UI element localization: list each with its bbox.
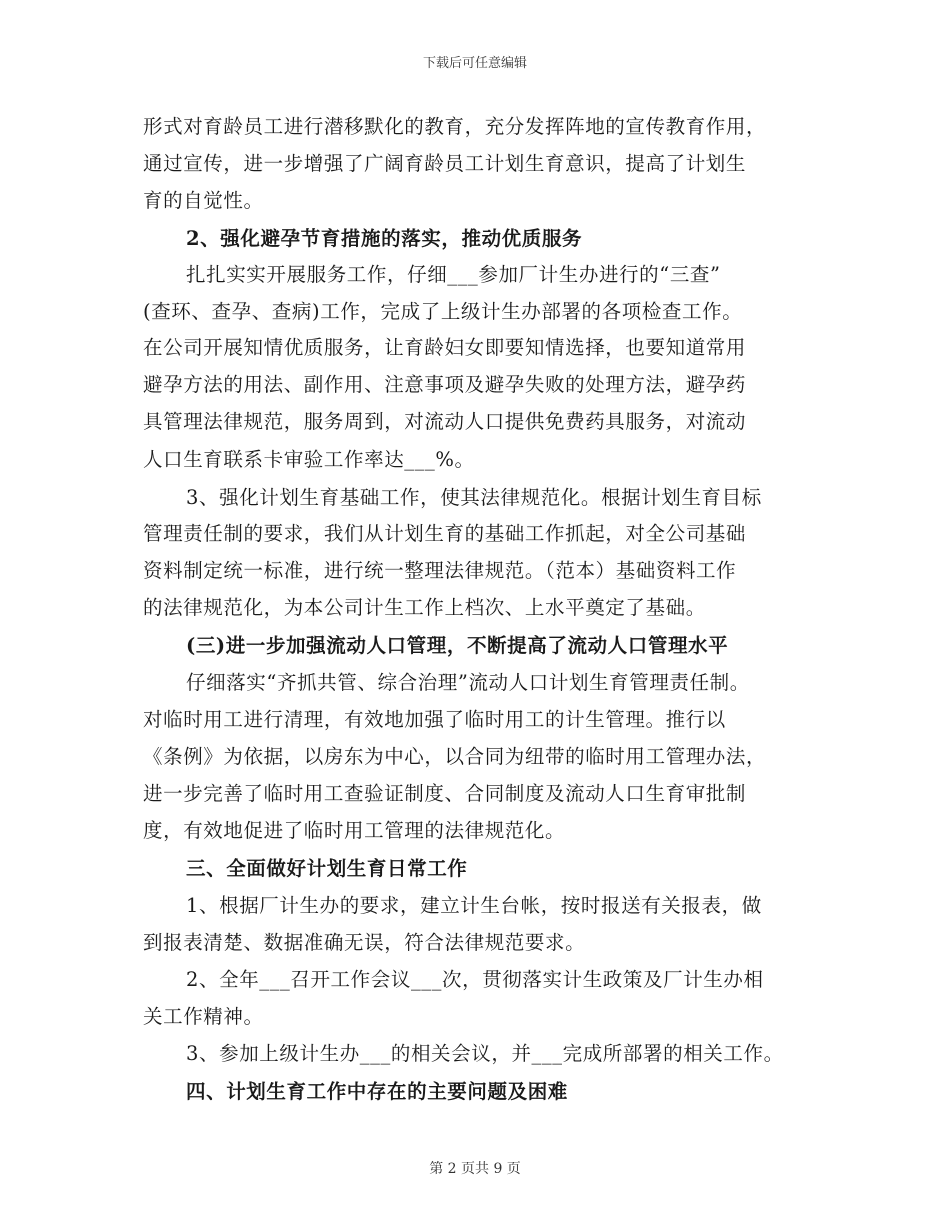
text-line: 仔细落实“齐抓共管、综合治理”流动人口计划生育管理责任制。 [186, 671, 750, 694]
text-line: 育的自觉性。 [143, 189, 264, 212]
text-line: 通过宣传，进一步增强了广阔育龄员工计划生育意识，提高了计划生 [143, 152, 747, 175]
text-line: 《条例》为依据，以房东为中心，以合同为纽带的临时用工管理办法， [143, 745, 767, 768]
text-line: 资料制定统一标准，进行统一整理法律规范。（范本）基础资料工作 [143, 559, 737, 582]
section-heading: (三)进一步加强流动人口管理，不断提高了流动人口管理水平 [186, 634, 729, 657]
section-heading: 2、强化避孕节育措施的落实，推动优质服务 [186, 227, 583, 250]
text-line: 度，有效地促进了临时用工管理的法律规范化。 [143, 819, 566, 842]
text-line: 避孕方法的用法、副作用、注意事项及避孕失败的处理方法，避孕药 [143, 373, 747, 396]
text-line: (查环、查孕、查病)工作，完成了上级计生办部署的各项检查工作。 [143, 300, 743, 323]
text-line: 人口生育联系卡审验工作率达___%。 [143, 448, 475, 471]
page-footer: 第 2 页共 9 页 [429, 1161, 521, 1177]
text-line: 3、参加上级计生办___的相关会议，并___完成所部署的相关工作。 [186, 1042, 784, 1065]
text-line: 的法律规范化，为本公司计生工作上档次、上水平奠定了基础。 [143, 596, 706, 619]
text-line: 进一步完善了临时用工查验证制度、合同制度及流动人口生育审批制 [143, 782, 747, 805]
text-line: 在公司开展知情优质服务，让育龄妇女即要知情选择，也要知道常用 [143, 336, 747, 359]
text-line: 到报表清楚、数据准确无误，符合法律规范要求。 [143, 931, 586, 954]
text-line: 具管理法律规范，服务周到，对流动人口提供免费药具服务，对流动 [143, 410, 747, 433]
text-line: 形式对育龄员工进行潜移默化的教育，充分发挥阵地的宣传教育作用， [143, 115, 767, 138]
text-line: 3、强化计划生育基础工作，使其法律规范化。根据计划生育目标 [186, 486, 762, 509]
section-heading: 四、计划生育工作中存在的主要问题及困难 [186, 1080, 568, 1103]
text-line: 关工作精神。 [143, 1005, 264, 1028]
text-line: 管理责任制的要求，我们从计划生育的基础工作抓起，对全公司基础 [143, 522, 747, 545]
text-line: 1、根据厂计生办的要求，建立计生台帐，按时报送有关报表，做 [186, 894, 762, 917]
text-line: 2、全年___召开工作会议___次，贯彻落实计生政策及厂计生办相 [186, 968, 764, 991]
text-line: 扎扎实实开展服务工作，仔细___参加厂计生办进行的“三查” [186, 263, 721, 286]
page-header: 下载后可任意编辑 [422, 56, 527, 71]
section-heading: 三、全面做好计划生育日常工作 [186, 857, 468, 880]
text-line: 对临时用工进行清理，有效地加强了临时用工的计生管理。推行以 [143, 708, 726, 731]
